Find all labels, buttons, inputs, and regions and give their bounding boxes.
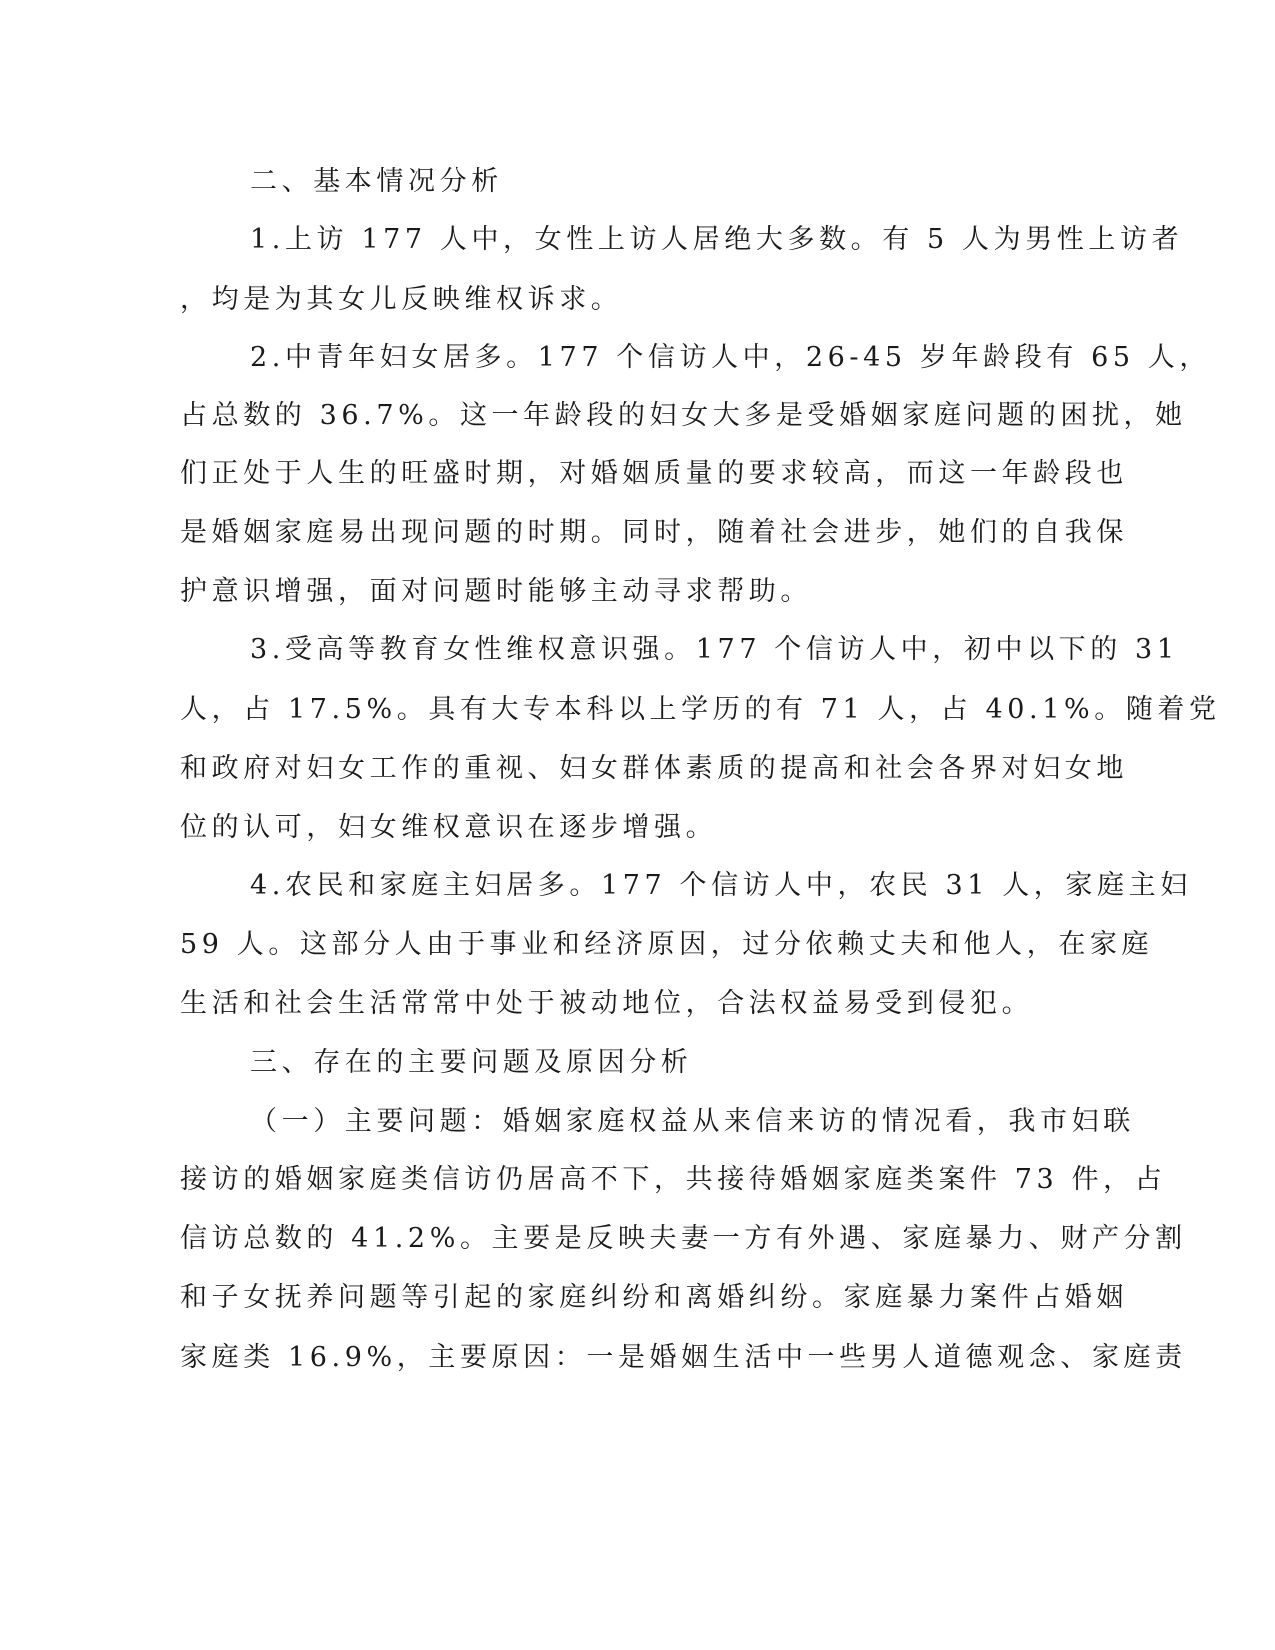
section-heading-basic-analysis: 二、基本情况分析: [250, 166, 503, 197]
paragraph-5-line-1: （一）主要问题：婚姻家庭权益从来信来访的情况看，我市妇联: [250, 1106, 1135, 1137]
paragraph-3-line-3: 和政府对妇女工作的重视、妇女群体素质的提高和社会各界对妇女地: [180, 753, 1128, 784]
paragraph-4-line-3: 生活和社会生活常常中处于被动地位，合法权益易受到侵犯。: [180, 988, 1034, 1019]
paragraph-1-line-1: 1.上访 177 人中，女性上访人居绝大多数。有 5 人为男性上访者: [250, 224, 1184, 255]
paragraph-3-line-2: 人，占 17.5%。具有大专本科以上学历的有 71 人，占 40.1%。随着党: [180, 694, 1221, 725]
paragraph-1-line-2: ，均是为其女儿反映维权诉求。: [180, 284, 623, 315]
paragraph-5-line-3: 信访总数的 41.2%。主要是反映夫妻一方有外遇、家庭暴力、财产分割: [180, 1223, 1187, 1254]
paragraph-5-line-5: 家庭类 16.9%，主要原因：一是婚姻生活中一些男人道德观念、家庭责: [180, 1342, 1187, 1373]
paragraph-4-line-1: 4.农民和家庭主妇居多。177 个信访人中，农民 31 人，家庭主妇: [250, 870, 1192, 901]
paragraph-4-line-2: 59 人。这部分人由于事业和经济原因，过分依赖丈夫和他人，在家庭: [180, 929, 1154, 960]
paragraph-5-line-4: 和子女抚养问题等引起的家庭纠纷和离婚纠纷。家庭暴力案件占婚姻: [180, 1282, 1128, 1313]
section-heading-problems-analysis: 三、存在的主要问题及原因分析: [250, 1047, 693, 1078]
paragraph-3-line-1: 3.受高等教育女性维权意识强。177 个信访人中，初中以下的 31: [250, 634, 1179, 665]
paragraph-2-line-1: 2.中青年妇女居多。177 个信访人中，26-45 岁年龄段有 65 人，: [250, 342, 1212, 373]
paragraph-3-line-4: 位的认可，妇女维权意识在逐步增强。: [180, 812, 718, 843]
paragraph-2-line-5: 护意识增强，面对问题时能够主动寻求帮助。: [180, 576, 812, 607]
paragraph-5-line-2: 接访的婚姻家庭类信访仍居高不下，共接待婚姻家庭类案件 73 件，占: [180, 1164, 1167, 1195]
paragraph-2-line-3: 们正处于人生的旺盛时期，对婚姻质量的要求较高，而这一年龄段也: [180, 458, 1128, 489]
paragraph-2-line-2: 占总数的 36.7%。这一年龄段的妇女大多是受婚姻家庭问题的困扰，她: [180, 400, 1187, 431]
paragraph-2-line-4: 是婚姻家庭易出现问题的时期。同时，随着社会进步，她们的自我保: [180, 517, 1128, 548]
